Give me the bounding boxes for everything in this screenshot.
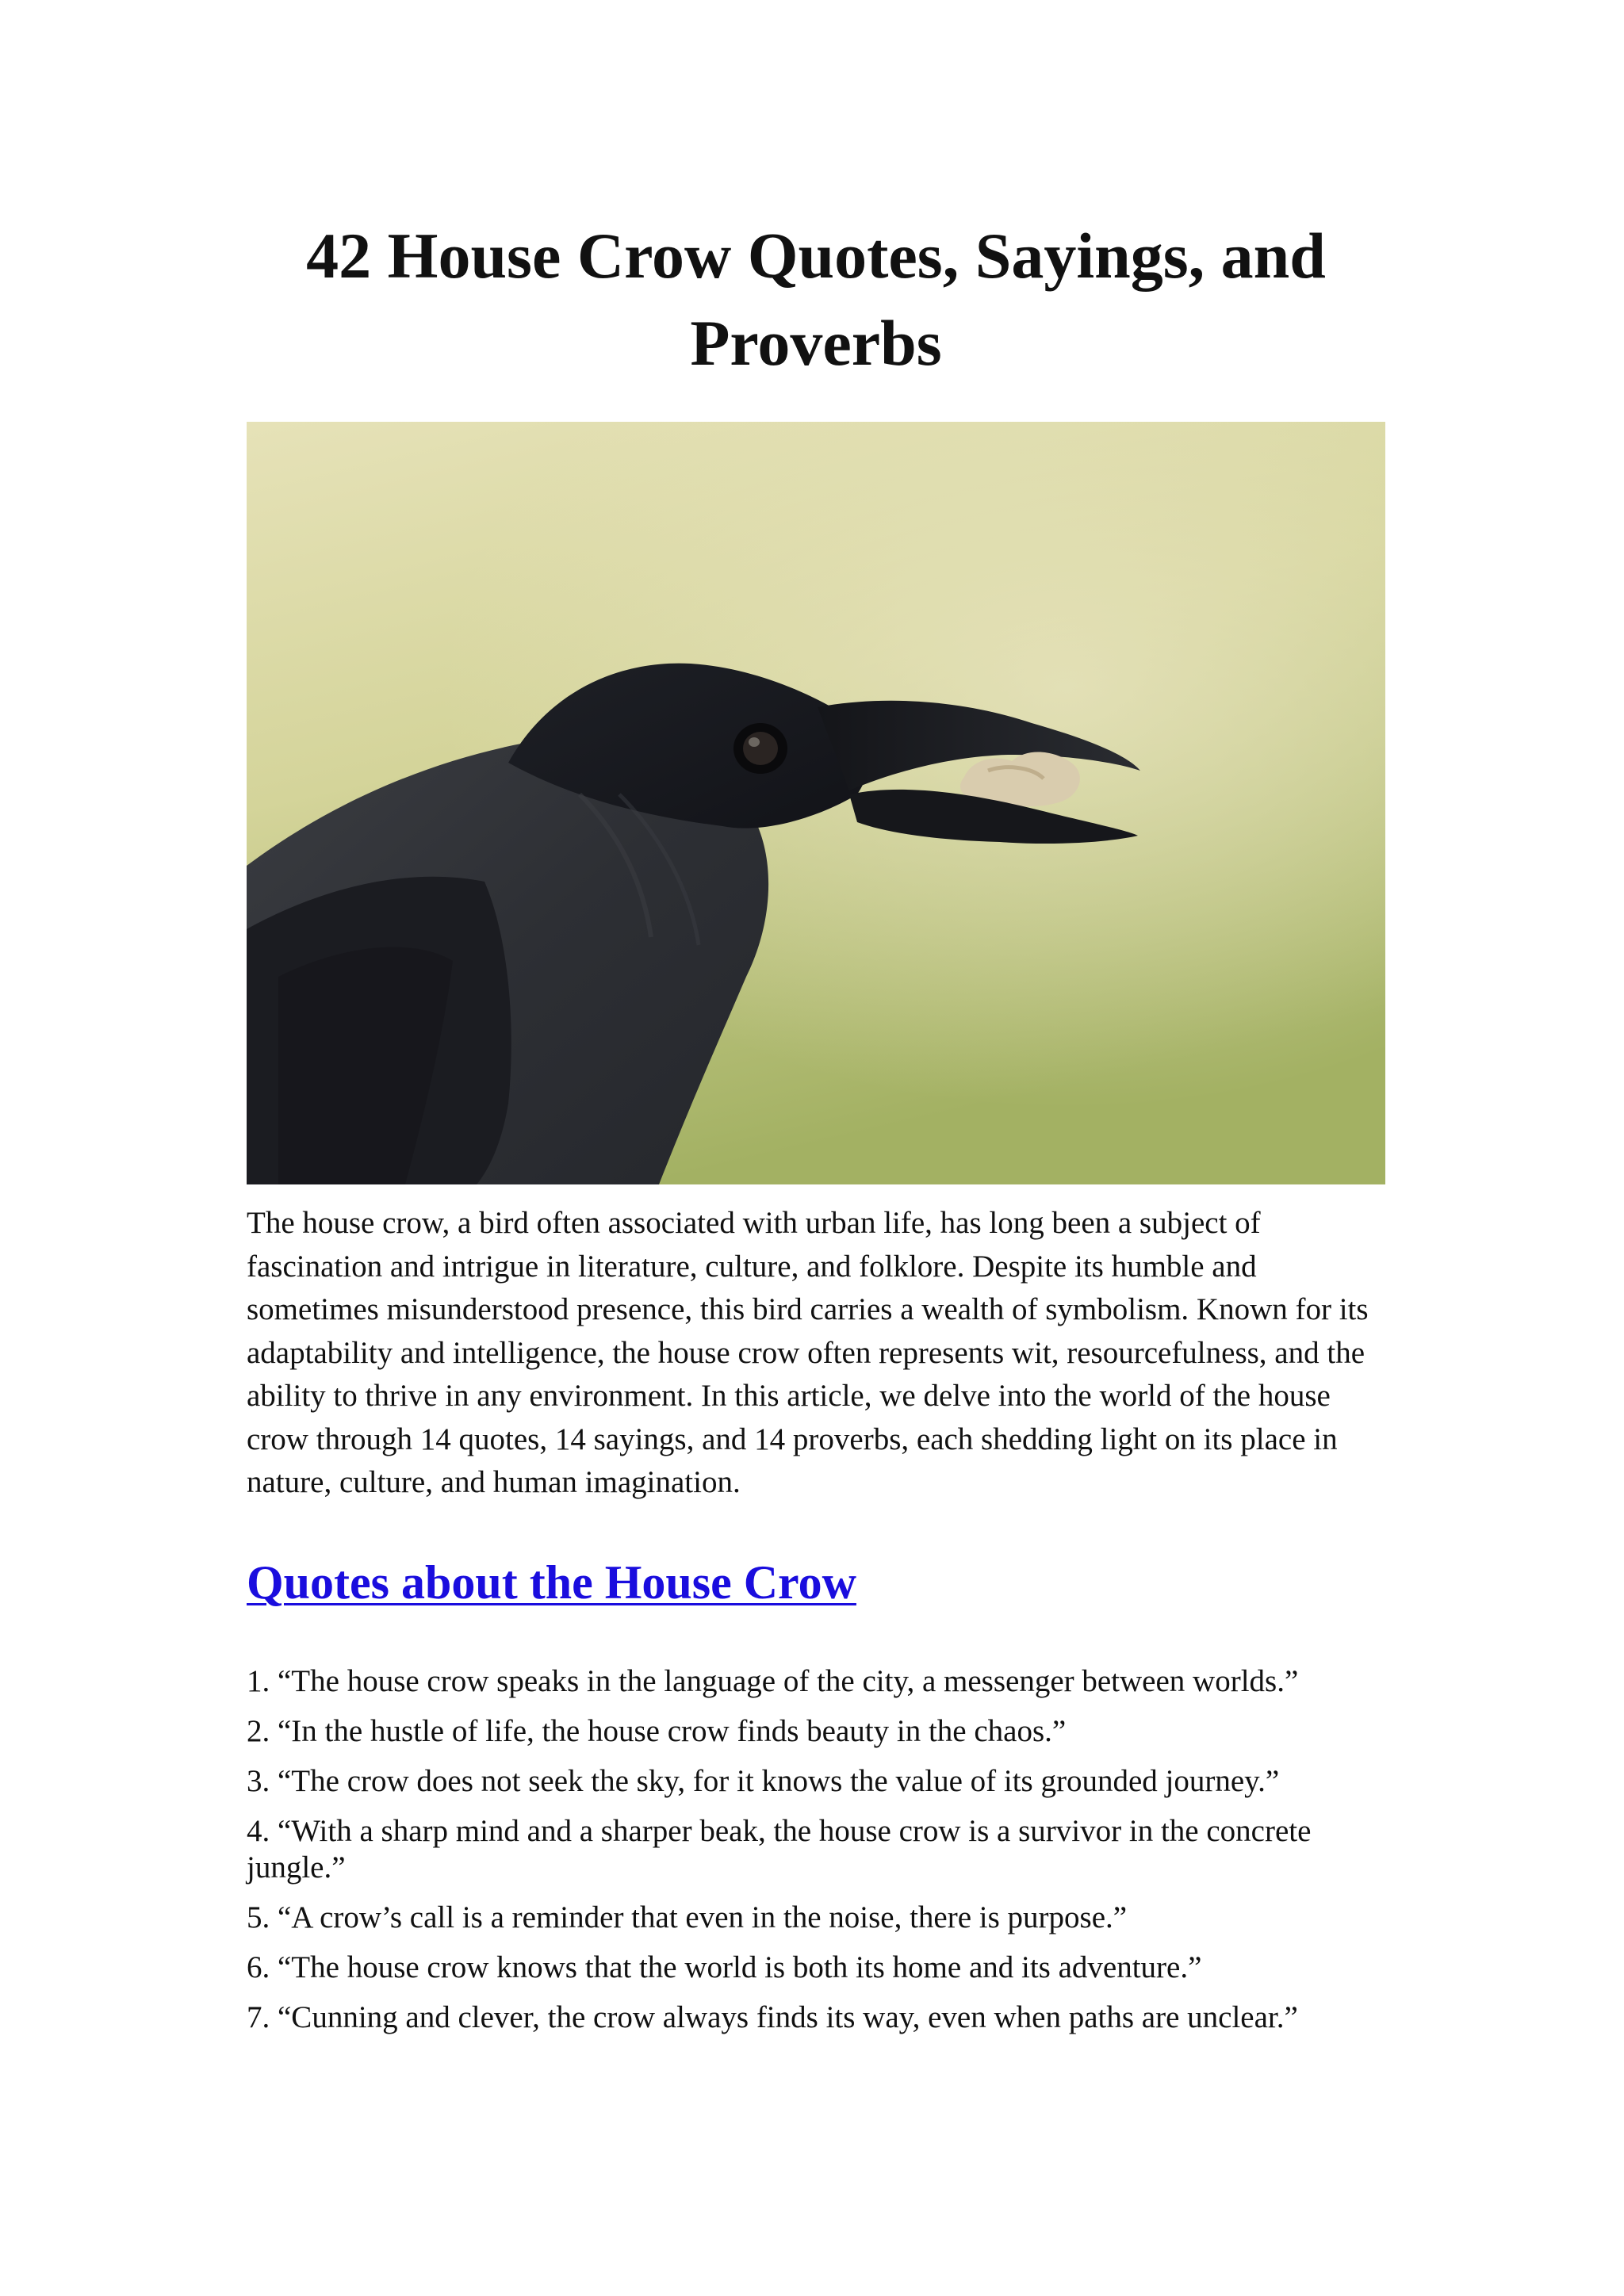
quote-item: 5. “A crow’s call is a reminder that even in the noise, there is purpose.” [247,1900,1128,1934]
quote-item: 7. “Cunning and clever, the crow always finds its way, even when paths are unclear.” [247,2000,1298,2034]
quotes-list [247,1663,1388,2049]
quote-item: 1. “The house crow speaks in the language of the city, a messenger between worlds.” [247,1664,1299,1698]
quote-item: 4. “With a sharp mind and a sharper beak, the house crow is a survivor in the concrete jungle.” [247,1814,1312,1885]
quote-item: 6. “The house crow knows that the world is both its home and its adventure.” [247,1950,1202,1984]
section-heading-quotes [247,1551,856,1614]
quotes-section-link[interactable]: Quotes about the House Crow [247,1556,856,1609]
house-crow-photo [247,422,1385,1184]
quote-item: 3. “The crow does not seek the sky, for it knows the value of its grounded journey.” [247,1764,1280,1798]
article-title: 42 House Crow Quotes, Sayings, and Proverbs [306,220,1326,379]
intro-paragraph: The house crow, a bird often associated with urban life, has long been a subject of fascination and intrigue in literature, culture, and folklore. Despite its humble and sometimes misunderstood presence, this bird carries a wealth of symbolism. Known for its adaptability and intelligence, the house crow often represents wit, resourcefulness, and the ability to thrive in any environment. In this article, we delve into the world of the house crow through 14 quotes, 14 sayings, and 14 proverbs, each shedding light on its place in nature, culture, and human imagination. [247,1206,1369,1499]
quote-item: 2. “In the hustle of life, the house crow finds beauty in the chaos.” [247,1714,1067,1748]
